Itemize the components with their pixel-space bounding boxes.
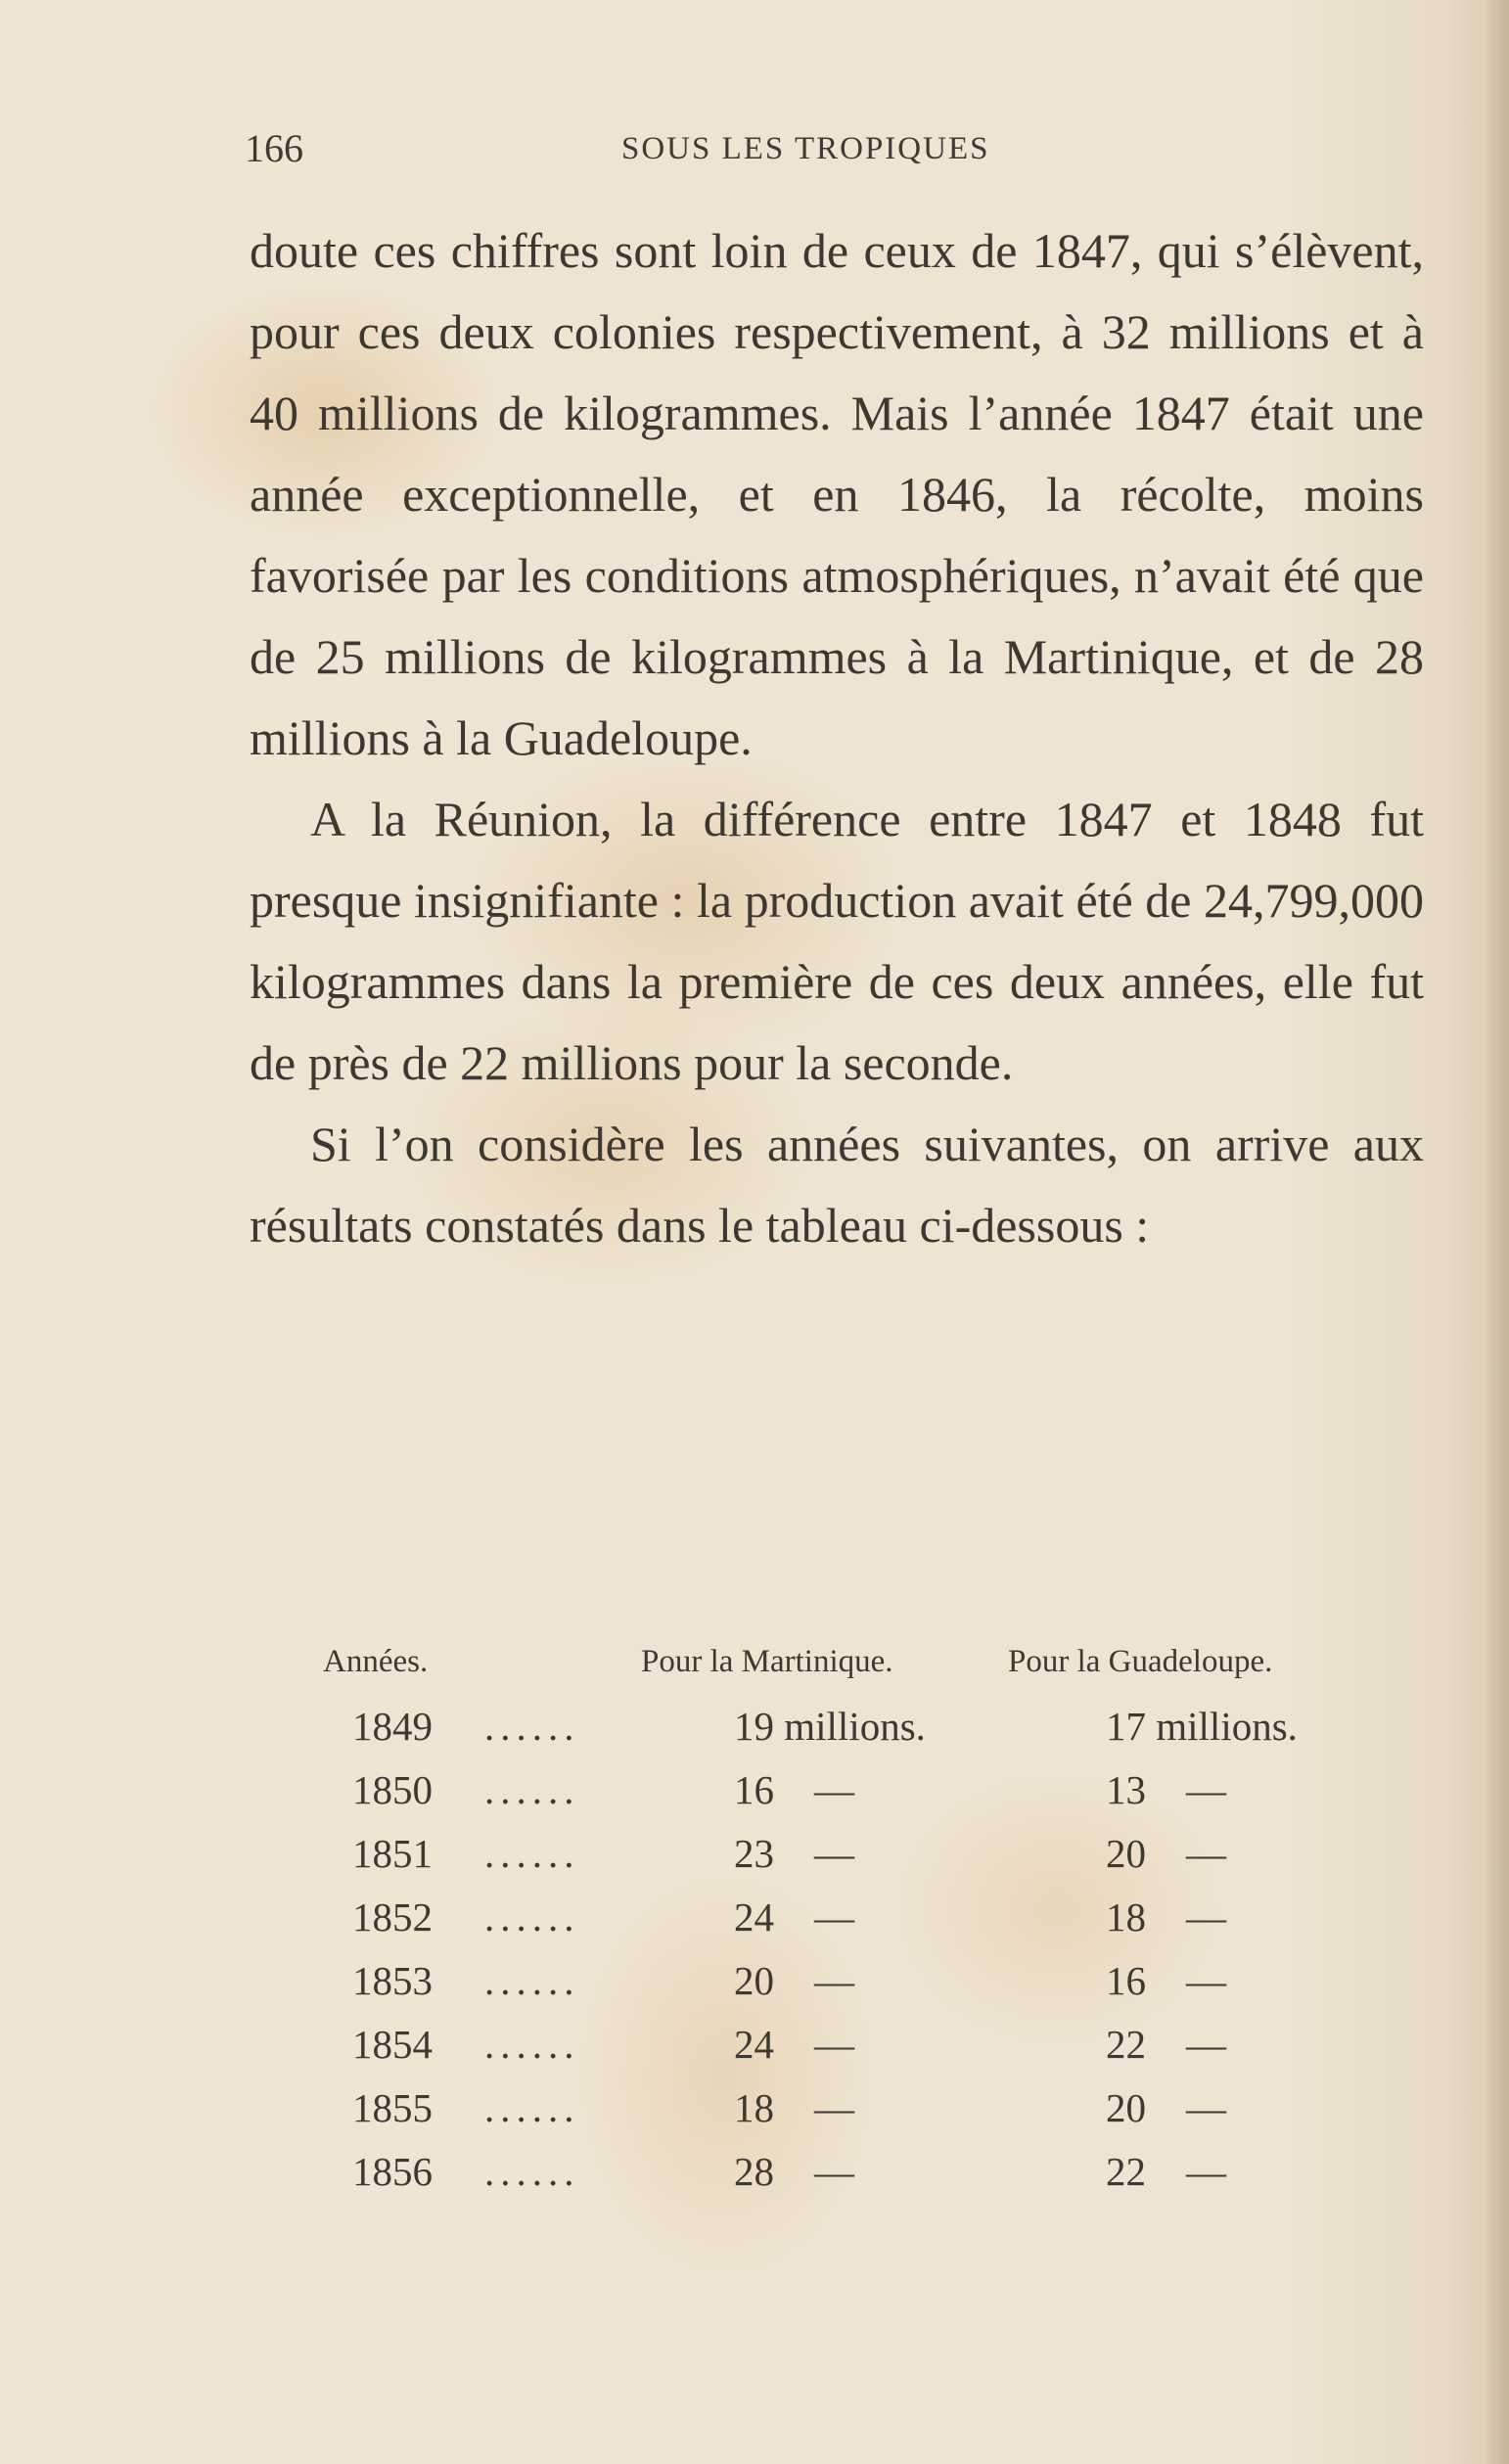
dot-leader: ...... xyxy=(484,1704,580,1749)
year-cell: 1852 xyxy=(352,1894,433,1939)
table-row xyxy=(294,1830,1390,1894)
table-header xyxy=(294,1644,1390,1703)
martinique-cell: 24 — xyxy=(734,2022,854,2067)
dot-leader: ...... xyxy=(484,1894,580,1939)
year-cell: 1849 xyxy=(352,1704,433,1749)
guadeloupe-cell: 18 — xyxy=(1106,1894,1226,1939)
martinique-cell: 28 — xyxy=(734,2149,854,2194)
dot-leader: ...... xyxy=(484,2085,580,2130)
table-row xyxy=(294,2148,1390,2212)
running-title: SOUS LES TROPIQUES xyxy=(621,131,990,166)
martinique-cell: 20 — xyxy=(734,1958,854,2003)
header-guadeloupe: Pour la Guadeloupe. xyxy=(1008,1644,1273,1679)
header-martinique: Pour la Martinique. xyxy=(641,1644,893,1679)
martinique-cell: 18 — xyxy=(734,2085,854,2130)
dot-leader: ...... xyxy=(484,2022,580,2067)
paragraph-reunion: A la Réunion, la différence entre 1847 et 1848 fut presque insignifiante : la production avait été de 24,799,000 kilogrammes dans la première de ces deux années, elle fut de près de 22 millions pour la seconde. xyxy=(250,792,1424,1090)
page-edge-shadow xyxy=(1484,0,1509,2464)
body-text xyxy=(250,210,1424,1266)
guadeloupe-cell: 20 — xyxy=(1106,1831,1226,1876)
guadeloupe-cell: 22 — xyxy=(1106,2022,1226,2067)
page-header xyxy=(245,125,1429,184)
table-row xyxy=(294,2021,1390,2084)
guadeloupe-cell: 17 millions. xyxy=(1106,1704,1298,1749)
dot-leader: ...... xyxy=(484,2149,580,2194)
dot-leader: ...... xyxy=(484,1767,580,1812)
martinique-cell: 23 — xyxy=(734,1831,854,1876)
table-row xyxy=(294,1766,1390,1830)
paragraph-continuation: doute ces chiffres sont loin de ceux de 1847, qui s’élèvent, pour ces deux colonies respectivement, à 32 millions et à 40 millions de kilogrammes. Mais l’année 1847 était une année exceptionnelle, et en 1846, la récolte, moins favorisée par les conditions atmosphériques, n’avait été que de 25 millions de kilogrammes à la Martinique, et de 28 millions à la Guadeloupe. xyxy=(250,223,1424,765)
guadeloupe-cell: 13 — xyxy=(1106,1767,1226,1812)
table-row xyxy=(294,1703,1390,1766)
page-number: 166 xyxy=(245,126,303,170)
guadeloupe-cell: 20 — xyxy=(1106,2085,1226,2130)
year-cell: 1851 xyxy=(352,1831,433,1876)
table-row xyxy=(294,2084,1390,2148)
guadeloupe-cell: 16 — xyxy=(1106,1958,1226,2003)
martinique-cell: 16 — xyxy=(734,1767,854,1812)
table-row xyxy=(294,1957,1390,2021)
table-row xyxy=(294,1894,1390,1957)
header-years: Années. xyxy=(323,1644,429,1679)
production-table xyxy=(294,1644,1390,2212)
year-cell: 1854 xyxy=(352,2022,433,2067)
martinique-cell: 24 — xyxy=(734,1894,854,1939)
year-cell: 1850 xyxy=(352,1767,433,1812)
dot-leader: ...... xyxy=(484,1831,580,1876)
year-cell: 1853 xyxy=(352,1958,433,2003)
year-cell: 1856 xyxy=(352,2149,433,2194)
paragraph-table-intro: Si l’on considère les années suivantes, on arrive aux résultats constatés dans le tableau ci-dessous : xyxy=(250,1117,1424,1253)
year-cell: 1855 xyxy=(352,2085,433,2130)
martinique-cell: 19 millions. xyxy=(734,1704,926,1749)
guadeloupe-cell: 22 — xyxy=(1106,2149,1226,2194)
dot-leader: ...... xyxy=(484,1958,580,2003)
